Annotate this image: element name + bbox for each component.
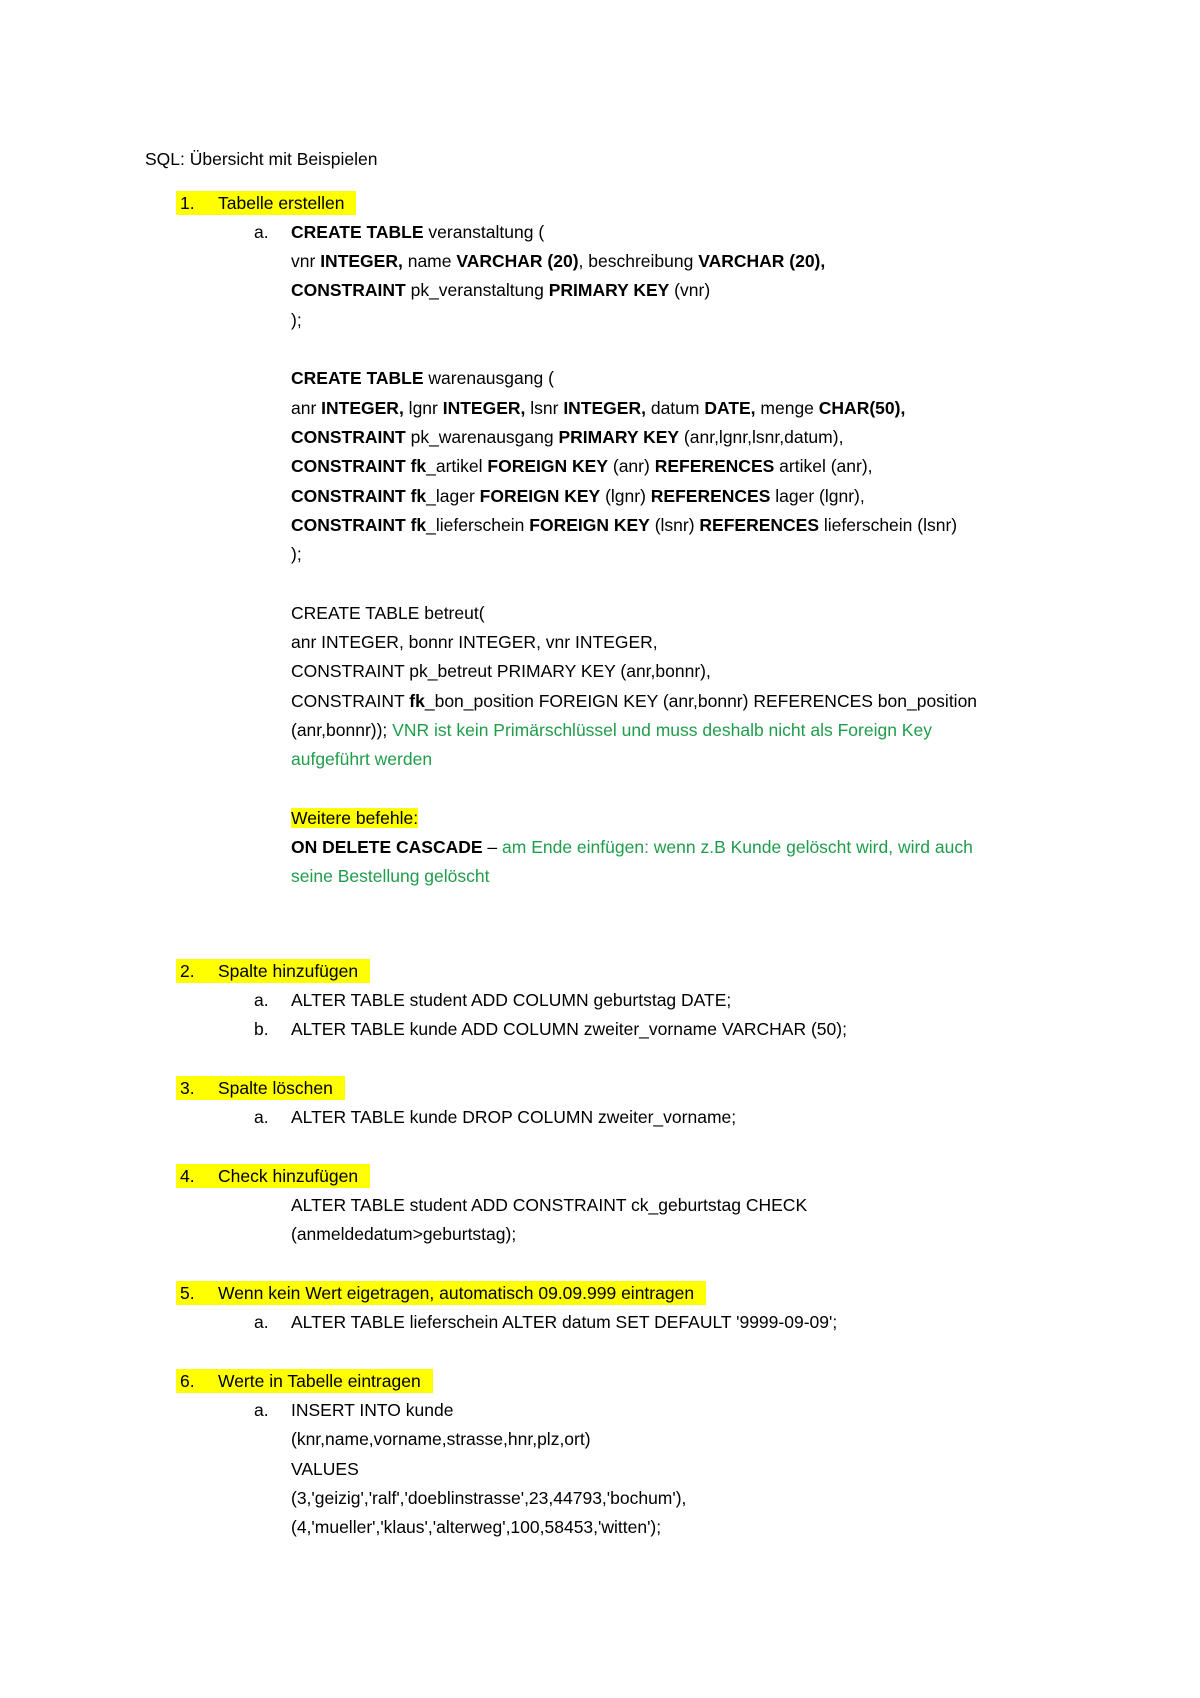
code-line: ); (291, 544, 302, 564)
list-marker: a. (254, 1400, 269, 1420)
code-line: CONSTRAINT fk_bon_position FOREIGN KEY (anr,bonnr) REFERENCES bon_position (291, 691, 978, 711)
code-line: CONSTRAINT pk_veranstaltung PRIMARY KEY (vnr) (291, 280, 711, 300)
section-5-heading (176, 1281, 706, 1305)
list-marker: a. (254, 1312, 269, 1332)
section-title: Tabelle erstellen (218, 193, 345, 213)
code-line: CONSTRAINT fk_lager FOREIGN KEY (lgnr) REFERENCES lager (lgnr), (291, 486, 865, 506)
annotation-note: aufgeführt werden (291, 749, 433, 769)
subheading: Weitere befehle: (291, 808, 419, 828)
code-line: anr INTEGER, bonnr INTEGER, vnr INTEGER, (291, 632, 658, 652)
section-number: 6. (180, 1371, 195, 1391)
section-title: Check hinzufügen (218, 1166, 359, 1186)
section-title: Spalte hinzufügen (218, 961, 359, 981)
section-4-heading (176, 1164, 370, 1188)
code-line: (anr,bonnr)); VNR ist kein Primärschlüssel und muss deshalb nicht als Foreign Key (291, 720, 932, 740)
code-line: ); (291, 310, 302, 330)
annotation-note: VNR ist kein Primärschlüssel und muss deshalb nicht als Foreign Key (387, 720, 932, 740)
section-number: 2. (180, 961, 195, 981)
annotation-note: seine Bestellung gelöscht (291, 866, 490, 886)
section-1-heading (176, 191, 356, 215)
code-line: ALTER TABLE lieferschein ALTER datum SET DEFAULT '9999-09-09'; (291, 1312, 838, 1332)
section-number: 1. (180, 193, 195, 213)
code-line: vnr INTEGER, name VARCHAR (20), beschreibung VARCHAR (20), (291, 251, 826, 271)
annotation-note: am Ende einfügen: wenn z.B Kunde gelöscht wird, wird auch (502, 837, 973, 857)
code-line: INSERT INTO kunde (291, 1400, 454, 1420)
section-2-heading (176, 959, 370, 983)
code-line: ALTER TABLE student ADD CONSTRAINT ck_geburtstag CHECK (291, 1195, 808, 1215)
section-title: Spalte löschen (218, 1078, 333, 1098)
code-line: CONSTRAINT fk_artikel FOREIGN KEY (anr) REFERENCES artikel (anr), (291, 456, 873, 476)
list-marker: a. (254, 990, 269, 1010)
section-3-heading (176, 1076, 345, 1100)
section-number: 5. (180, 1283, 195, 1303)
code-line: ALTER TABLE kunde ADD COLUMN zweiter_vorname VARCHAR (50); (291, 1019, 847, 1039)
list-marker: b. (254, 1019, 269, 1039)
section-number: 3. (180, 1078, 195, 1098)
code-line: CREATE TABLE veranstaltung ( (291, 222, 545, 242)
section-title: Wenn kein Wert eigetragen, automatisch 09.09.999 eintragen (218, 1283, 695, 1303)
list-marker: a. (254, 222, 269, 242)
list-marker: a. (254, 1107, 269, 1127)
code-line: (anmeldedatum>geburtstag); (291, 1224, 517, 1244)
code-line: CONSTRAINT pk_warenausgang PRIMARY KEY (anr,lgnr,lsnr,datum), (291, 427, 844, 447)
code-line: CREATE TABLE betreut( (291, 603, 485, 623)
code-line: (4,'mueller','klaus','alterweg',100,58453,'witten'); (291, 1517, 662, 1537)
code-line: CONSTRAINT fk_lieferschein FOREIGN KEY (lsnr) REFERENCES lieferschein (lsnr) (291, 515, 958, 535)
code-line: (knr,name,vorname,strasse,hnr,plz,ort) (291, 1429, 591, 1449)
document-title: SQL: Übersicht mit Beispielen (145, 149, 378, 169)
code-line: anr INTEGER, lgnr INTEGER, lsnr INTEGER, datum DATE, menge CHAR(50), (291, 398, 906, 418)
code-line: ON DELETE CASCADE – am Ende einfügen: wenn z.B Kunde gelöscht wird, wird auch (291, 837, 973, 857)
code-line: VALUES (291, 1459, 359, 1479)
code-line: CREATE TABLE warenausgang ( (291, 368, 554, 388)
code-line: ALTER TABLE kunde DROP COLUMN zweiter_vorname; (291, 1107, 737, 1127)
section-number: 4. (180, 1166, 195, 1186)
section-6-heading (176, 1369, 433, 1393)
code-line: ALTER TABLE student ADD COLUMN geburtstag DATE; (291, 990, 732, 1010)
section-title: Werte in Tabelle eintragen (218, 1371, 421, 1391)
code-line: (3,'geizig','ralf','doeblinstrasse',23,44793,'bochum'), (291, 1488, 687, 1508)
code-line: CONSTRAINT pk_betreut PRIMARY KEY (anr,bonnr), (291, 661, 711, 681)
